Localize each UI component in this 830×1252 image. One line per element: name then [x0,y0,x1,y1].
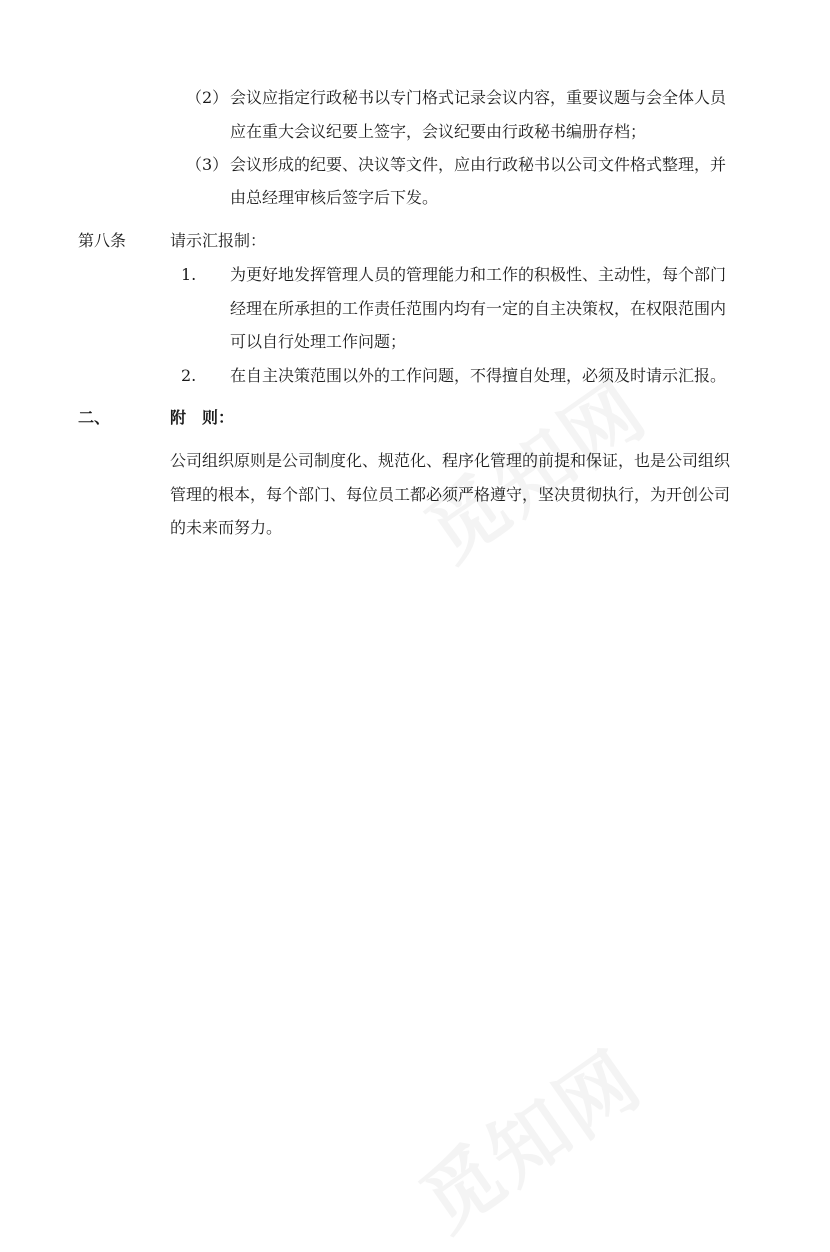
paragraph-line: 公司组织原则是公司制度化、规范化、程序化管理的前提和保证，也是公司组织 [170,451,731,470]
list-number: 1. [181,265,197,284]
paragraph-line: 为更好地发挥管理人员的管理能力和工作的积极性、主动性，每个部门 [230,265,727,284]
paragraph-line: 管理的根本，每个部门、每位员工都必须严格遵守，坚决贯彻执行，为开创公司 [170,485,731,504]
paragraph-line: 由总经理审核后签字后下发。 [230,188,439,207]
list-number: 2. [181,366,197,385]
section-label: 二、 [78,408,111,427]
paragraph-line: 会议应指定行政秘书以专门格式记录会议内容，重要议题与会全体人员 [230,88,727,107]
paragraph-line: 可以自行处理工作问题； [230,332,407,351]
section-title: 附 则： [170,408,235,427]
paragraph-line: 在自主决策范围以外的工作问题，不得擅自处理，必须及时请示汇报。 [230,366,727,385]
paragraph-line: 会议形成的纪要、决议等文件，应由行政秘书以公司文件格式整理，并 [230,155,727,174]
article-label: 第八条 [78,231,127,250]
list-number: （3） [186,155,229,174]
list-number: （2） [186,88,229,107]
watermark [395,1020,661,1252]
paragraph-line: 经理在所承担的工作责任范围内均有一定的自主决策权，在权限范围内 [230,299,727,318]
paragraph-line: 的未来而努力。 [170,518,283,537]
article-title: 请示汇报制： [170,231,267,250]
paragraph-line: 应在重大会议纪要上签字，会议纪要由行政秘书编册存档； [230,122,647,141]
